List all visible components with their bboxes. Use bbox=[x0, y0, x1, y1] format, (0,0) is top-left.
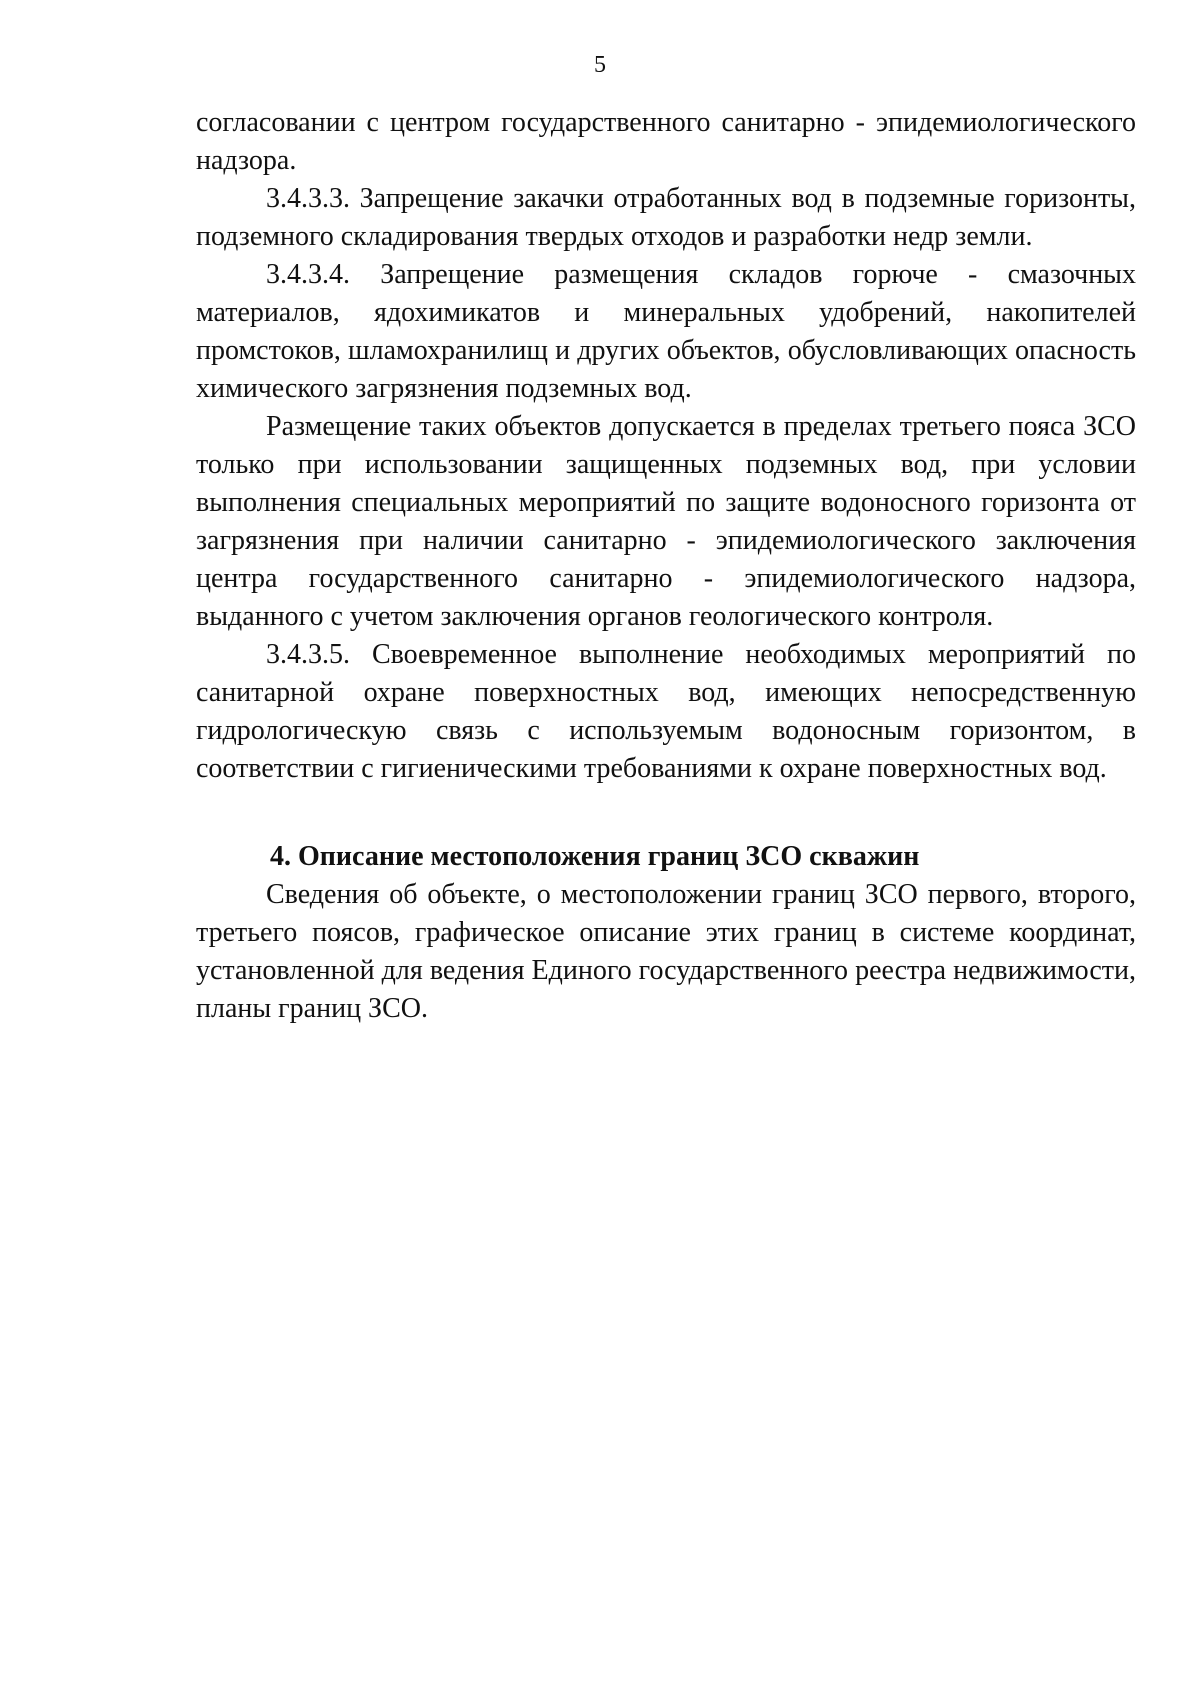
paragraph-section-4: Сведения об объекте, о местоположении границ ЗСО первого, второго, третьего поясов, графическое описание этих границ в системе координат, установленной для ведения Единого государственного реестра недвижимости, планы границ ЗСО. bbox=[196, 879, 1136, 1024]
paragraph-3-4-3-3: 3.4.3.3. Запрещение закачки отработанных вод в подземные горизонты, подземного складирования твердых отходов и разработки недр земли. bbox=[196, 183, 1136, 252]
page-number: 5 bbox=[594, 52, 606, 78]
paragraph-3-4-3-5: 3.4.3.5. Своевременное выполнение необходимых мероприятий по санитарной охране поверхностных вод, имеющих непосредственную гидрологическую связь с используемым водоносным горизонтом, в соответствии с гигиеническими требованиями к охране поверхностных вод. bbox=[196, 639, 1136, 784]
paragraph-continuation: согласовании с центром государственного санитарно - эпидемиологического надзора. bbox=[196, 107, 1136, 176]
paragraph-3-4-3-4: 3.4.3.4. Запрещение размещения складов горюче - смазочных материалов, ядохимикатов и минеральных удобрений, накопителей промстоков, шламохранилищ и других объектов, обусловливающих опасность химического загрязнения подземных вод. bbox=[196, 259, 1136, 404]
section-heading: 4. Описание местоположения границ ЗСО скважин bbox=[270, 841, 920, 872]
document-body bbox=[196, 104, 1136, 1028]
paragraph-placement-conditions: Размещение таких объектов допускается в пределах третьего пояса ЗСО только при использовании защищенных подземных вод, при условии выполнения специальных мероприятий по защите водоносного горизонта от загрязнения при наличии санитарно - эпидемиологического заключения центра государственного санитарно - эпидемиологического надзора, выданного с учетом заключения органов геологического контроля. bbox=[196, 411, 1136, 632]
